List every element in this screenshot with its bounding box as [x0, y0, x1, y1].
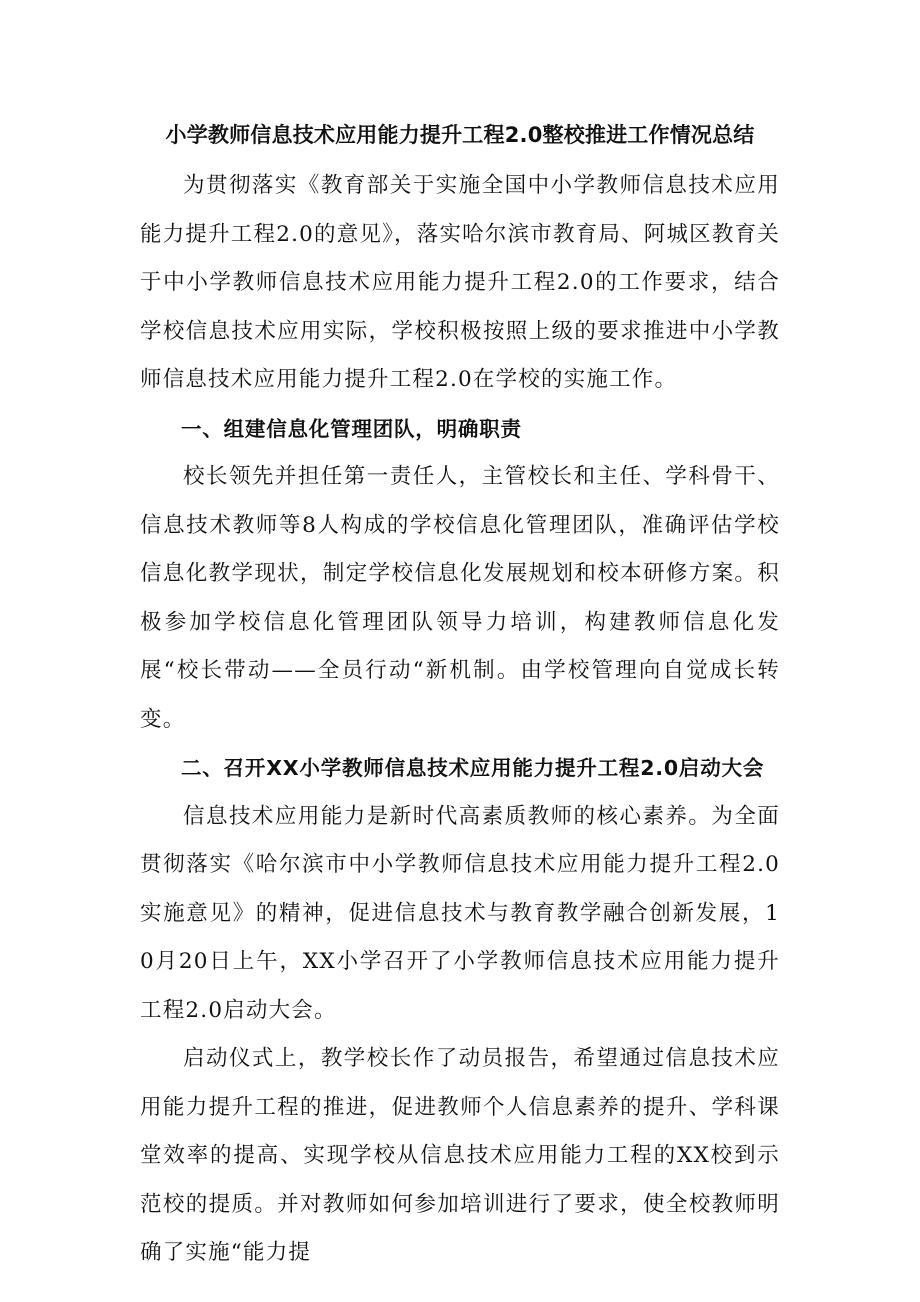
document-title: 小学教师信息技术应用能力提升工程2.0整校推进工作情况总结 [165, 123, 755, 147]
section-2-paragraph-1: 信息技术应用能力是新时代高素质教师的核心素养。为全面贯彻落实《哈尔滨市中小学教师信息技术应用能力提升工程2.0实施意见》的精神，促进信息技术与教育教学融合创新发展，10月20日上午，XX小学召开了小学教师信息技术应用能力提升工程2.0启动大会。 [140, 803, 780, 1023]
intro-paragraph: 为贯彻落实《教育部关于实施全国中小学教师信息技术应用能力提升工程2.0的意见》，落实哈尔滨市教育局、阿城区教育关于中小学教师信息技术应用能力提升工程2.0的工作要求，结合学校信息技术应用实际，学校积极按照上级的要求推进中小学教师信息技术应用能力提升工程2.0在学校的实施工作。 [140, 173, 780, 392]
section-1-heading: 一、组建信息化管理团队，明确职责 [181, 416, 522, 441]
document-body [140, 162, 780, 1278]
section-2-heading: 二、召开XX小学教师信息技术应用能力提升工程2.0启动大会 [181, 756, 765, 780]
section-2-paragraph-2: 启动仪式上，教学校长作了动员报告，希望通过信息技术应用能力提升工程的推进，促进教师个人信息素养的提升、学科课堂效率的提高、实现学校从信息技术应用能力工程的XX校到示范校的提质。并对教师如何参加培训进行了要求，使全校教师明确了实施“能力提 [140, 1046, 780, 1265]
section-1-paragraph: 校长领先并担任第一责任人，主管校长和主任、学科骨干、信息技术教师等8人构成的学校信息化管理团队，准确评估学校信息化教学现状，制定学校信息化发展规划和校本研修方案。积极参加学校信息化管理团队领导力培训，构建教师信息化发展“校长带动——全员行动“新机制。由学校管理向自觉成长转变。 [140, 464, 780, 732]
